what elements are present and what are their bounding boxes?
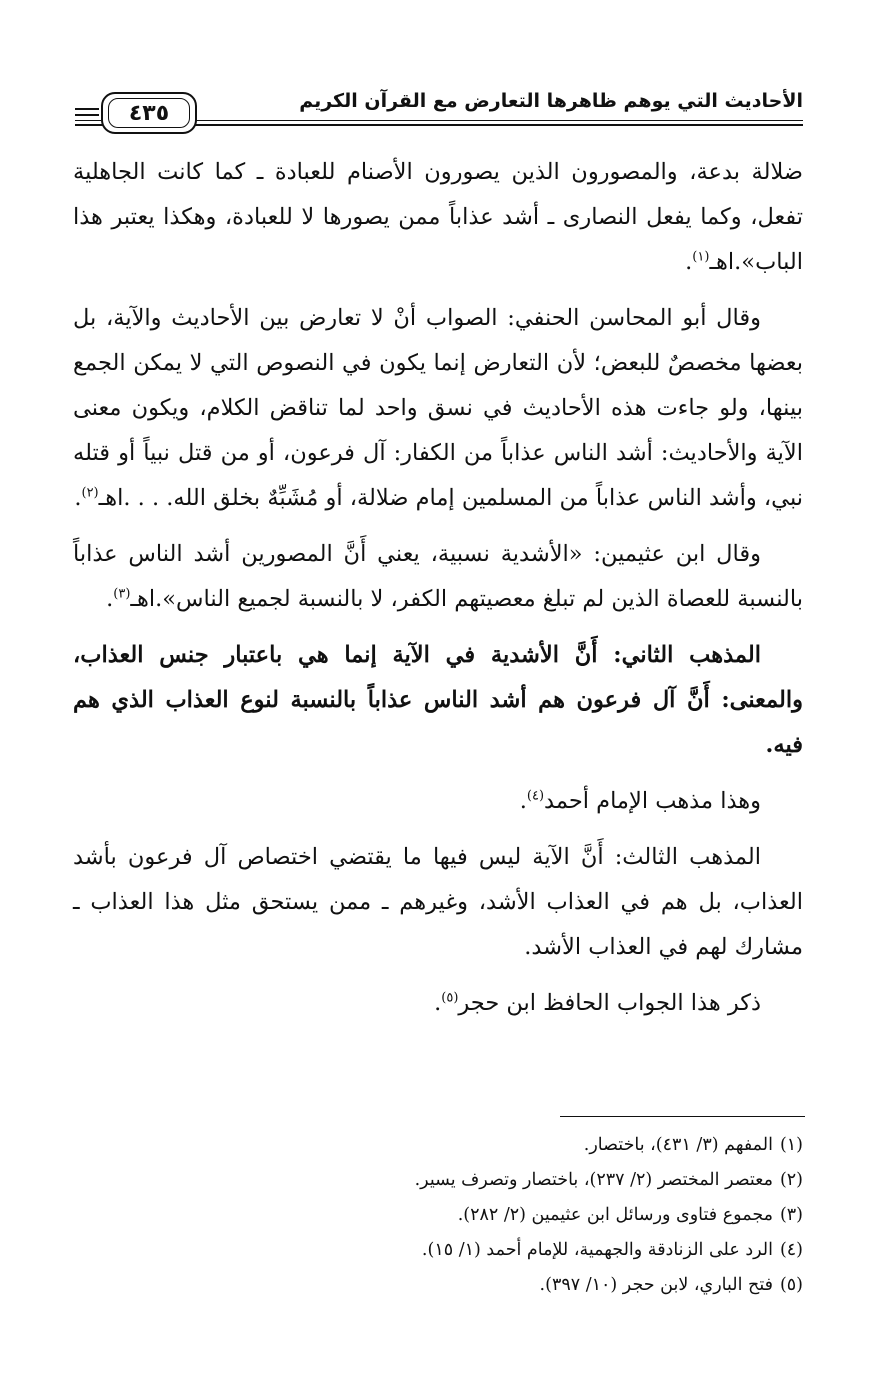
footnote xyxy=(73,1268,803,1303)
footnotes xyxy=(73,1128,803,1303)
footnote-ref: (٥) xyxy=(441,990,459,1006)
paragraph-tail: . xyxy=(685,249,693,275)
paragraph-tail: . xyxy=(434,990,442,1016)
page-number-badge xyxy=(101,92,197,134)
paragraph-text: وقال ابن عثيمين: «الأشدية نسبية، يعني أَنَّ المصورين أشد الناس عذاباً بالنسبة للعصاة الذين لم تبلغ معصيتهم الكفر، لا بالنسبة لجميع الناس».اهـ xyxy=(73,541,803,612)
paragraph xyxy=(73,779,803,824)
paragraph xyxy=(73,296,803,521)
footnote-text: معتصر المختصر (٢/ ٢٣٧)، باختصار وتصرف يسير. xyxy=(414,1170,773,1190)
footnote-text: المفهم (٣/ ٤٣١)، باختصار. xyxy=(583,1135,773,1155)
paragraph xyxy=(73,150,803,285)
footnote-number: (١) xyxy=(779,1135,803,1155)
paragraph xyxy=(73,981,803,1026)
footnote-text: الرد على الزنادقة والجهمية، للإمام أحمد (١/ ١٥). xyxy=(421,1240,773,1260)
paragraph-tail: . xyxy=(74,485,82,511)
paragraph-text: وقال أبو المحاسن الحنفي: الصواب أنْ لا تعارض بين الأحاديث والآية، بل بعضها مخصصٌ للبعض؛ لأن التعارض إنما يكون في النصوص التي لا يمكن الجمع بينها، ولو جاءت هذه الأحاديث في نسق واحد لما تناقض الكلام، ويكون معنى الآية والأحاديث: أشد الناس عذاباً من الكفار: آل فرعون، أو من قتل نبياً أو قتله نبي، وأشد الناس عذاباً من المسلمين إمام ضلالة، أو مُشَبِّهٌ بخلق الله. . . .اهـ xyxy=(73,305,803,511)
running-title: الأحاديث التي يوهم ظاهرها التعارض مع القرآن الكريم xyxy=(299,90,803,112)
footnote-number: (٥) xyxy=(779,1275,803,1295)
footnote-ref: (٤) xyxy=(526,788,545,804)
footnote-ref: (٣) xyxy=(113,586,131,602)
footnote-number: (٤) xyxy=(779,1240,803,1260)
footnote-ref: (١) xyxy=(692,249,710,265)
paragraph-text: ضلالة بدعة، والمصورون الذين يصورون الأصنام للعبادة ـ كما كانت الجاهلية تفعل، وكما يفعل النصارى ـ أشد عذاباً ممن يصورها لا للعبادة، وهكذا يعتبر هذا الباب».اهـ xyxy=(73,159,803,275)
page-number: ٤٣٥ xyxy=(108,98,190,128)
paragraph-madhhab-3 xyxy=(73,835,803,970)
paragraph-text: ذكر هذا الجواب الحافظ ابن حجر xyxy=(458,990,761,1016)
footnote xyxy=(73,1198,803,1233)
main-text xyxy=(73,150,803,1037)
footnote-ref: (٢) xyxy=(81,485,99,501)
paragraph-tail: . xyxy=(519,788,527,814)
footnote-number: (٣) xyxy=(779,1205,803,1225)
paragraph-text: وهذا مذهب الإمام أحمد xyxy=(544,788,761,814)
badge-left-rule-top xyxy=(75,108,99,110)
footnote xyxy=(73,1163,803,1198)
footnote-number: (٢) xyxy=(779,1170,803,1190)
paragraph-madhhab-2 xyxy=(73,633,803,768)
footnote xyxy=(73,1128,803,1163)
running-header xyxy=(75,84,803,136)
paragraph-text: المذهب الثاني: أَنَّ الأشدية في الآية إنما هي باعتبار جنس العذاب، والمعنى: أَنَّ آل فرعون هم أشد الناس عذاباً بالنسبة لنوع العذاب الذي هم فيه. xyxy=(73,642,803,758)
paragraph xyxy=(73,532,803,622)
footnote-text: فتح الباري، لابن حجر (١٠/ ٣٩٧). xyxy=(539,1275,773,1295)
footnote-text: مجموع فتاوى ورسائل ابن عثيمين (٢/ ٢٨٢). xyxy=(457,1205,773,1225)
footnote-separator xyxy=(560,1116,805,1117)
badge-left-rule-bottom xyxy=(75,114,99,116)
paragraph-tail: . xyxy=(106,586,114,612)
footnote xyxy=(73,1233,803,1268)
paragraph-text: المذهب الثالث: أَنَّ الآية ليس فيها ما يقتضي اختصاص آل فرعون بأشد العذاب، بل هم في العذاب الأشد، وغيرهم ـ ممن يستحق مثل هذا العذاب ـ مشارك لهم في العذاب الأشد. xyxy=(73,844,803,960)
